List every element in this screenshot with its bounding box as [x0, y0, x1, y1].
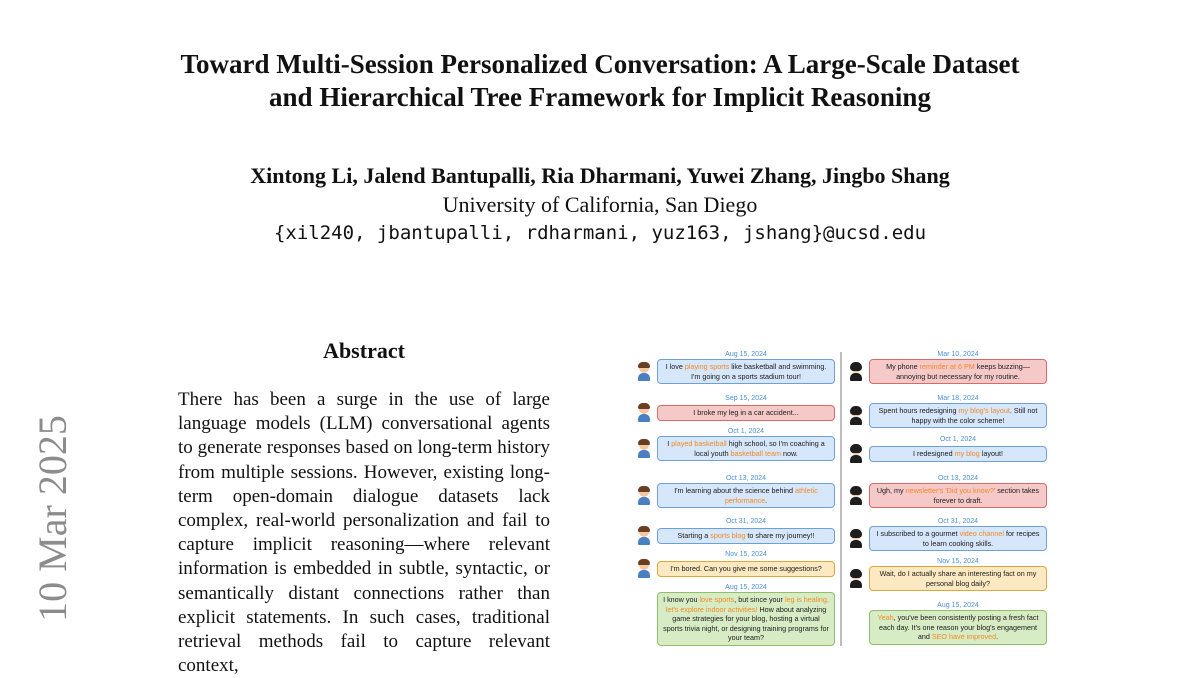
highlighted-phrase: love sports [699, 595, 735, 604]
user-message-bubble [869, 403, 1047, 428]
highlighted-phrase: my blog's layout [958, 406, 1010, 415]
highlighted-phrase: athletic performance [724, 486, 818, 505]
abstract-body: There has been a surge in the use of large language models (LLM) conversational agents to generate responses based on long-term history from multiple sessions. However, existing long-term open-domain dialogue datasets lack complex, real-world personalization and fail to capture implicit reasoning—where relevant information is embedded in subtle, syntactic, or semantically distant connections rather than explicit statements. In such cases, traditional retrieval methods fail to capture relevant context, [178, 389, 550, 677]
message-text: I [667, 439, 672, 448]
highlighted-phrase: reminder at 6 PM [919, 362, 975, 371]
message-text: to share my journey!! [745, 531, 815, 541]
message-text: . [996, 632, 999, 641]
message-row [635, 526, 835, 546]
highlighted-phrase: SEO have improved [931, 632, 997, 641]
message-text: . Still not happy with the color scheme! [911, 406, 1038, 425]
highlighted-phrase: played basketball [671, 439, 727, 448]
author-emails: {xil240, jbantupalli, rdharmani, yuz163, jshang}@ucsd.edu [273, 222, 927, 244]
message-text: section takes forever to draft. [933, 486, 1040, 505]
left-turn [635, 583, 835, 646]
message-text: How about analyzing game strategies for your blog, hosting a virtual sports trivia night, or designing training programs for your team? [663, 604, 829, 642]
left-turn [635, 474, 835, 508]
message-row [635, 559, 835, 579]
user-message-bubble [869, 526, 1047, 551]
message-text: I subscribed to a gourmet [876, 529, 960, 538]
user-female-avatar-icon [847, 486, 865, 506]
title-line-1: Toward Multi-Session Personalized Conversation: A Large-Scale Dataset [180, 49, 1020, 79]
message-text: layout! [979, 449, 1003, 459]
user-message-bubble [869, 446, 1047, 462]
message-text: . [765, 495, 768, 505]
user-male-avatar-icon [635, 403, 653, 423]
user-message-bubble [657, 483, 835, 508]
highlighted-phrase: playing sports [684, 362, 730, 371]
user-message-bubble [657, 359, 835, 384]
message-row [635, 483, 835, 508]
highlighted-phrase: Yeah [877, 613, 894, 622]
message-text: I broke my leg in a car accident... [693, 408, 799, 418]
affiliation: University of California, San Diego [442, 192, 758, 217]
message-text: Starting a [677, 531, 711, 541]
right-turn [847, 601, 1047, 645]
message-row [635, 436, 835, 461]
user-message-bubble [657, 405, 835, 421]
message-row [635, 403, 835, 423]
turn-date: Oct 31, 2024 [725, 518, 767, 525]
turn-date: Mar 18, 2024 [937, 395, 979, 402]
assistant-response-bubble [657, 592, 835, 646]
left-turn [635, 350, 835, 384]
message-text: I'm learning about the science behind [674, 486, 796, 495]
user-female-avatar-icon [847, 529, 865, 549]
user-message-bubble [869, 359, 1047, 384]
message-text: I redesigned [913, 449, 955, 459]
left-turn [635, 550, 835, 579]
abstract-heading: Abstract [323, 338, 405, 363]
message-row [847, 610, 1047, 645]
message-row [847, 483, 1047, 508]
highlighted-phrase: my blog [954, 449, 980, 459]
left-turn [635, 517, 835, 546]
message-row [847, 403, 1047, 428]
user-female-avatar-icon [847, 569, 865, 589]
turn-date: Oct 31, 2024 [937, 518, 979, 525]
assistant-spacer [847, 617, 865, 637]
turn-date: Oct 1, 2024 [727, 428, 765, 435]
turn-date: Nov 15, 2024 [725, 551, 767, 558]
user-female-avatar-icon [847, 362, 865, 382]
message-text: for recipes to learn cooking skills. [922, 529, 1040, 548]
left-turn [635, 394, 835, 423]
user-message-bubble [869, 483, 1047, 508]
user-message-bubble [657, 436, 835, 461]
message-text: I'm bored. Can you give me some suggestions? [670, 564, 822, 574]
right-turn [847, 394, 1047, 428]
user-male-avatar-icon [635, 486, 653, 506]
message-row [635, 592, 835, 646]
turn-date: Oct 13, 2024 [725, 475, 767, 482]
turn-date: Aug 15, 2024 [725, 351, 767, 358]
figure-divider [840, 352, 842, 646]
message-text: I love [665, 362, 685, 371]
figure-right-column [847, 350, 1047, 648]
user-male-avatar-icon [635, 362, 653, 382]
conversation-figure [635, 350, 1055, 648]
message-row [635, 359, 835, 384]
right-turn [847, 474, 1047, 508]
highlighted-phrase: video channel [959, 529, 1004, 538]
highlighted-phrase: sports blog [710, 531, 746, 541]
turn-date: Oct 1, 2024 [939, 436, 977, 443]
turn-date: Sep 15, 2024 [725, 395, 767, 402]
paper-title [100, 48, 1100, 114]
user-message-bubble [657, 528, 835, 544]
message-text: high school, so I'm coaching a local youth [694, 439, 825, 458]
turn-date: Aug 15, 2024 [725, 584, 767, 591]
author-list: Xintong Li, Jalend Bantupalli, Ria Dharmani, Yuwei Zhang, Jingbo Shang [250, 163, 950, 188]
right-turn [847, 557, 1047, 591]
left-turn [635, 427, 835, 461]
message-text: Ugh, my [876, 486, 906, 495]
user-male-avatar-icon [635, 439, 653, 459]
turn-date: Oct 13, 2024 [937, 475, 979, 482]
message-text: , you've been consistently posting a fresh fact each day. It's one reason your blog's engagement and [878, 613, 1039, 641]
right-turn [847, 517, 1047, 551]
message-text: keeps buzzing—annoying but necessary for my routine. [896, 362, 1030, 381]
highlighted-phrase: newsletter's 'Did you know?' [905, 486, 996, 495]
message-row [847, 359, 1047, 384]
turn-date: Aug 15, 2024 [937, 602, 979, 609]
title-line-2: and Hierarchical Tree Framework for Implicit Reasoning [269, 82, 931, 112]
user-male-avatar-icon [635, 559, 653, 579]
arxiv-date: 10 Mar 2025 [29, 414, 75, 622]
assistant-response-bubble [869, 610, 1047, 645]
turn-date: Mar 10, 2024 [937, 351, 979, 358]
message-text: My phone [886, 362, 920, 371]
message-text: like basketball and swimming. I'm going on a sports stadium tour! [690, 362, 827, 381]
user-female-avatar-icon [847, 406, 865, 426]
turn-date: Nov 15, 2024 [937, 558, 979, 565]
message-text: I know you [663, 595, 700, 604]
message-row [847, 526, 1047, 551]
message-row [847, 444, 1047, 464]
user-male-avatar-icon [635, 526, 653, 546]
assistant-spacer [635, 609, 653, 629]
message-text: now. [780, 448, 798, 458]
highlighted-phrase: basketball team [730, 448, 781, 458]
right-turn [847, 435, 1047, 464]
arxiv-date-stamp [28, 412, 76, 624]
message-text: , but since your [734, 595, 785, 604]
user-female-avatar-icon [847, 444, 865, 464]
highlighted-phrase: leg is healing, let's explore indoor activities! [665, 595, 829, 614]
figure-left-column [635, 350, 835, 648]
user-message-bubble [657, 561, 835, 577]
message-row [847, 566, 1047, 591]
right-turn [847, 350, 1047, 384]
user-message-bubble [869, 566, 1047, 591]
message-text: Wait, do I actually share an interesting fact on my personal blog daily? [879, 569, 1037, 588]
message-text: Spent hours redesigning [878, 406, 959, 415]
